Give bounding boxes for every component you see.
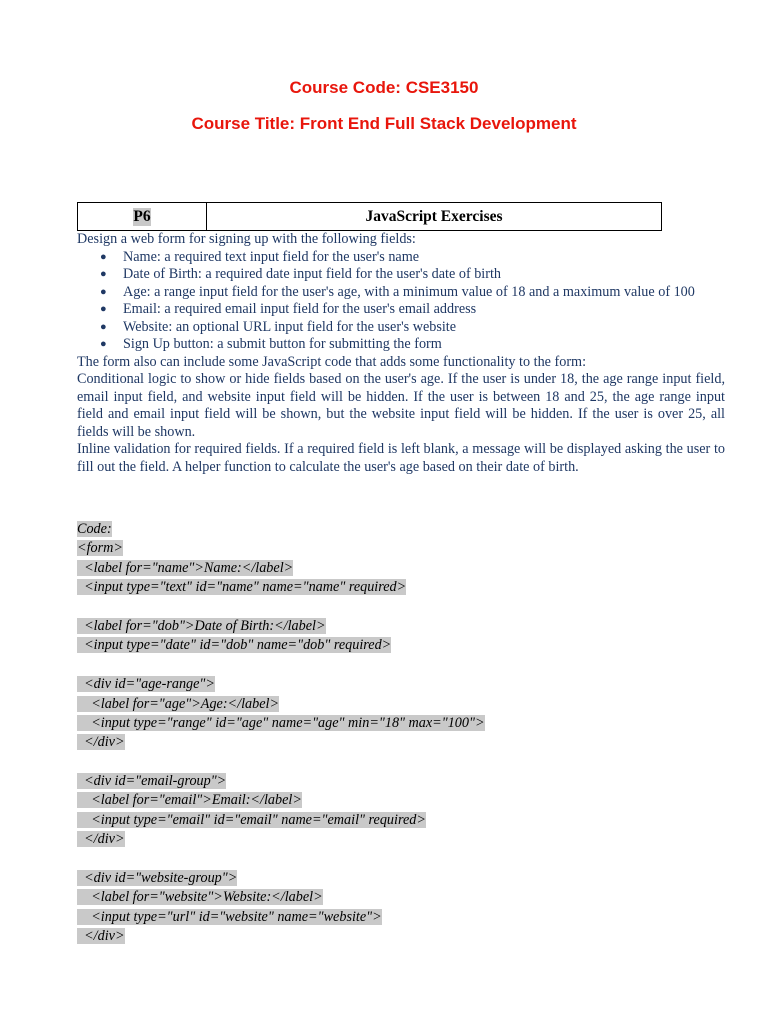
- code-text: <form>: [77, 540, 123, 557]
- code-line: [77, 908, 737, 927]
- field-list-item: [77, 336, 725, 354]
- field-list-item: [77, 319, 725, 337]
- code-text: <input type="email" id="email" name="email" required>: [77, 811, 426, 828]
- field-list-item: [77, 249, 725, 267]
- bullet-icon: ●: [100, 268, 107, 280]
- code-text: <input type="date" id="dob" name="dob" required>: [77, 637, 392, 654]
- code-line: [77, 888, 737, 907]
- description-intro: Design a web form for signing up with the following fields:: [77, 231, 416, 247]
- code-line: [77, 830, 737, 849]
- exercise-title-cell: [207, 203, 661, 230]
- code-text: Code:: [77, 521, 112, 537]
- exercise-number-cell: [78, 203, 207, 230]
- field-description: Date of Birth: a required date input field for the user's date of birth: [123, 266, 502, 282]
- code-text: </div>: [77, 734, 125, 751]
- code-line: [77, 850, 737, 869]
- code-line: [77, 811, 737, 830]
- code-text: <label for="website">Website:</label>: [77, 889, 323, 906]
- field-description: Name: a required text input field for the user's name: [123, 248, 420, 265]
- code-line: [77, 714, 737, 733]
- code-text: <div id="age-range">: [77, 676, 215, 693]
- code-line: [77, 578, 737, 597]
- code-line: [77, 636, 737, 655]
- exercise-title: JavaScript Exercises: [365, 207, 503, 225]
- functionality-intro: The form also can include some JavaScript code that adds some functionality to the form:: [77, 353, 587, 370]
- code-text: </div>: [77, 831, 125, 848]
- field-list-item: [77, 284, 725, 302]
- code-text: <input type="url" id="website" name="website">: [77, 908, 382, 925]
- code-text: </div>: [77, 928, 125, 945]
- bullet-icon: ●: [100, 285, 107, 298]
- bullet-icon: ●: [100, 338, 107, 350]
- code-line: [77, 733, 737, 752]
- code-line: [77, 559, 737, 578]
- field-description: Sign Up button: a submit button for submitting the form: [123, 336, 442, 352]
- bullet-icon: ●: [100, 250, 107, 263]
- course-title-heading: Course Title: Front End Full Stack Development: [191, 114, 577, 133]
- code-line: [77, 791, 737, 810]
- code-line: [77, 927, 737, 946]
- code-line: [77, 617, 737, 636]
- code-text: <label for="email">Email:</label>: [77, 792, 302, 809]
- code-text: <input type="range" id="age" name="age" min="18" max="100">: [77, 714, 485, 731]
- exercise-header-table: [77, 202, 662, 231]
- inline-validation-paragraph: Inline validation for required fields. If a required field is left blank, a message will be displayed asking the user to fill out the field. A helper function to calculate the user's age based on their date of birth.: [77, 441, 725, 475]
- code-line: [77, 772, 737, 791]
- code-line: [77, 869, 737, 888]
- code-block: [77, 520, 737, 947]
- field-description: Email: a required email input field for the user's email address: [123, 301, 477, 317]
- exercise-number: P6: [133, 207, 151, 225]
- code-text: <input type="text" id="name" name="name" required>: [77, 579, 407, 596]
- course-code-heading: Course Code: CSE3150: [289, 78, 479, 97]
- code-line: [77, 520, 737, 539]
- field-description: Website: an optional URL input field for the user's website: [123, 318, 457, 335]
- code-text: <label for="name">Name:</label>: [77, 559, 294, 576]
- code-text: <label for="age">Age:</label>: [77, 695, 280, 712]
- field-list-item: [77, 301, 725, 319]
- code-line: [77, 598, 737, 617]
- code-line: [77, 695, 737, 714]
- field-list: [77, 249, 725, 354]
- code-line: [77, 656, 737, 675]
- code-text: <div id="email-group">: [77, 773, 227, 790]
- bullet-icon: ●: [100, 320, 107, 333]
- code-text: <label for="dob">Date of Birth:</label>: [77, 617, 326, 634]
- code-line: [77, 539, 737, 558]
- code-line: [77, 675, 737, 694]
- exercise-description: [77, 231, 725, 476]
- field-list-item: [77, 266, 725, 284]
- code-line: [77, 753, 737, 772]
- conditional-logic-paragraph: Conditional logic to show or hide fields based on the user's age. If the user is under 18, the age range input field, email input field, and website input field will be hidden. If the user is between 18 and 25, the age range input field and email input field will be shown, but the website input field will be hidden. If the user is over 25, all fields will be shown.: [77, 371, 725, 440]
- field-description: Age: a range input field for the user's age, with a minimum value of 18 and a maximum value of 100: [123, 283, 695, 300]
- code-text: <div id="website-group">: [77, 870, 238, 887]
- bullet-icon: ●: [100, 303, 107, 315]
